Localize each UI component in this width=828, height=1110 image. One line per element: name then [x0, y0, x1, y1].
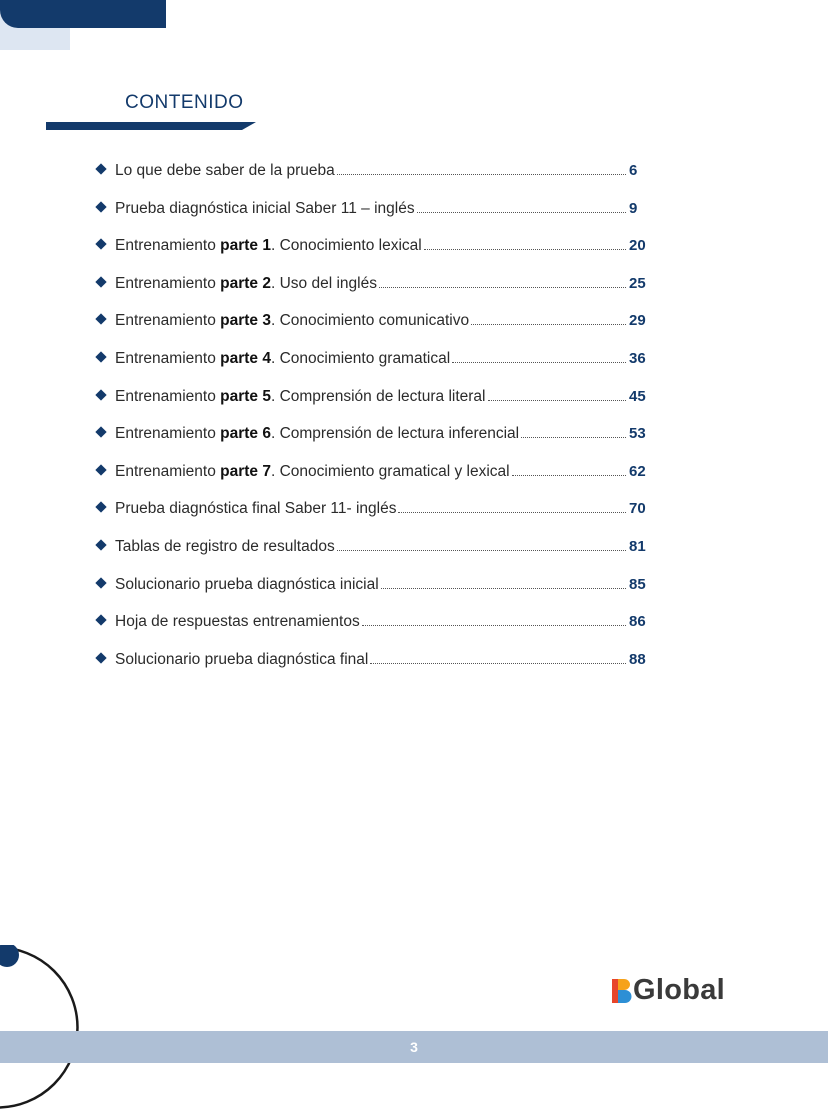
- dot-leader: [379, 285, 626, 288]
- brand-logo: [612, 974, 725, 1007]
- dot-leader: [488, 398, 627, 401]
- toc-entry-title: Tablas de registro de resultados: [115, 537, 335, 555]
- diamond-bullet-icon: [95, 464, 106, 475]
- diamond-bullet-icon: [95, 426, 106, 437]
- circle-decoration: [0, 945, 80, 1110]
- diamond-bullet-icon: [95, 163, 106, 174]
- toc-entry[interactable]: [93, 190, 653, 228]
- toc-entry-title: Prueba diagnóstica inicial Saber 11 – inglés: [115, 199, 415, 217]
- toc-entry[interactable]: [93, 415, 653, 453]
- toc-entry-title: Entrenamiento parte 7. Conocimiento gramatical y lexical: [115, 462, 510, 480]
- toc-entry[interactable]: [93, 490, 653, 528]
- toc-entry-title: Entrenamiento parte 2. Uso del inglés: [115, 274, 377, 292]
- toc-page-number: 9: [629, 199, 638, 217]
- toc-entry[interactable]: [93, 152, 653, 190]
- toc-page-number: 88: [629, 650, 646, 668]
- toc-page-number: 29: [629, 312, 646, 330]
- toc-entry[interactable]: [93, 603, 653, 641]
- toc-page-number: 45: [629, 387, 646, 405]
- table-of-contents: [93, 152, 653, 678]
- toc-entry[interactable]: [93, 265, 653, 303]
- b-logo-icon: [612, 979, 632, 1003]
- diamond-bullet-icon: [95, 314, 106, 325]
- toc-page-number: 81: [629, 537, 646, 555]
- toc-page-number: 36: [629, 349, 646, 367]
- dot-leader: [471, 322, 626, 325]
- toc-entry[interactable]: [93, 528, 653, 566]
- title-underline: [46, 122, 256, 130]
- diamond-bullet-icon: [95, 502, 106, 513]
- toc-page-number: 20: [629, 237, 646, 255]
- dot-leader: [512, 473, 626, 476]
- logo-text: Global: [633, 974, 726, 1006]
- toc-entry-title: Entrenamiento parte 1. Conocimiento lexical: [115, 237, 422, 255]
- dot-leader: [362, 623, 626, 626]
- toc-entry-title: Entrenamiento parte 5. Comprensión de lectura literal: [115, 387, 486, 405]
- diamond-bullet-icon: [95, 614, 106, 625]
- diamond-bullet-icon: [95, 239, 106, 250]
- toc-page-number: 70: [629, 500, 646, 518]
- toc-page-number: 85: [629, 575, 646, 593]
- dot-leader: [398, 510, 626, 513]
- toc-entry[interactable]: [93, 227, 653, 265]
- toc-entry-title: Solucionario prueba diagnóstica inicial: [115, 575, 379, 593]
- toc-entry-title: Entrenamiento parte 3. Conocimiento comunicativo: [115, 312, 470, 330]
- diamond-bullet-icon: [95, 201, 106, 212]
- diamond-bullet-icon: [95, 389, 106, 400]
- corner-decoration-dark: [0, 0, 166, 28]
- toc-entry[interactable]: [93, 566, 653, 604]
- toc-entry[interactable]: [93, 302, 653, 340]
- toc-page-number: 25: [629, 274, 646, 292]
- dot-leader: [521, 435, 626, 438]
- toc-entry[interactable]: [93, 641, 653, 679]
- dot-leader: [370, 661, 626, 664]
- dot-leader: [452, 360, 626, 363]
- toc-entry-title: Lo que debe saber de la prueba: [115, 162, 335, 179]
- toc-page-number: 6: [629, 162, 638, 179]
- diamond-bullet-icon: [95, 351, 106, 362]
- dot-leader: [337, 172, 626, 175]
- diamond-bullet-icon: [95, 577, 106, 588]
- toc-entry[interactable]: [93, 453, 653, 491]
- page-number: 3: [410, 1039, 418, 1055]
- dot-leader: [424, 247, 626, 250]
- diamond-bullet-icon: [95, 539, 106, 550]
- toc-entry-title: Entrenamiento parte 4. Conocimiento gramatical: [115, 349, 451, 367]
- toc-page-number: 62: [629, 462, 646, 480]
- toc-page-number: 86: [629, 613, 646, 631]
- diamond-bullet-icon: [95, 652, 106, 663]
- dot-leader: [337, 548, 626, 551]
- toc-entry[interactable]: [93, 378, 653, 416]
- toc-entry-title: Entrenamiento parte 6. Comprensión de lectura inferencial: [115, 425, 520, 443]
- dot-leader: [417, 210, 626, 213]
- diamond-bullet-icon: [95, 276, 106, 287]
- toc-entry-title: Solucionario prueba diagnóstica final: [115, 650, 369, 668]
- toc-page-number: 53: [629, 425, 646, 443]
- toc-entry-title: Prueba diagnóstica final Saber 11- inglés: [115, 500, 397, 518]
- toc-entry-title: Hoja de respuestas entrenamientos: [115, 613, 360, 631]
- dot-leader: [381, 586, 626, 589]
- toc-entry[interactable]: [93, 340, 653, 378]
- page-title: CONTENIDO: [125, 92, 244, 113]
